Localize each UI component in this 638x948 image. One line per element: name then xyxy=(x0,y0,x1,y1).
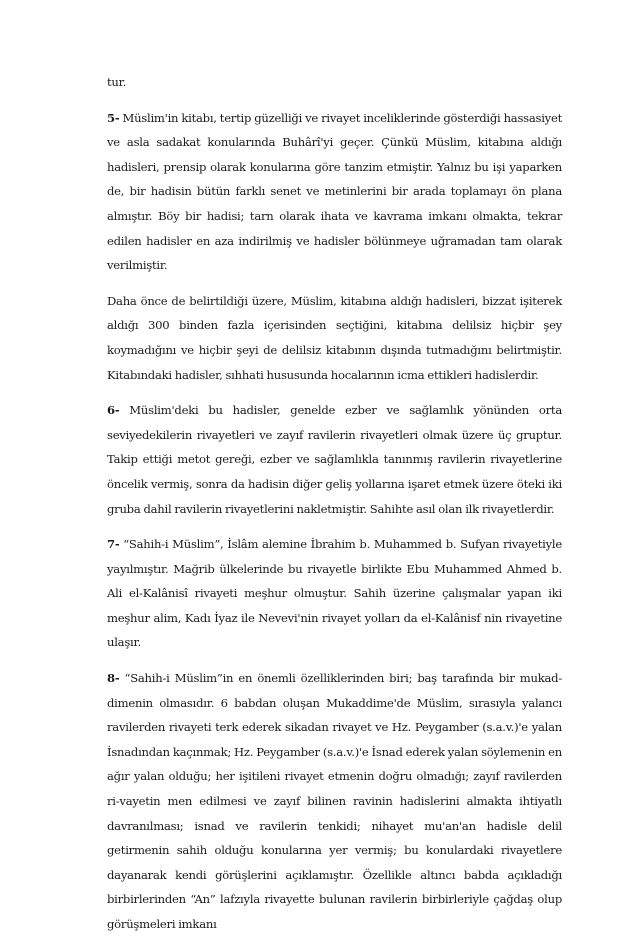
paragraph-5 xyxy=(107,106,562,278)
paragraph-text: “Sahih-i Müslim”, İslâm alemine İbrahim b. Muhammed b. Sufyan rivayetiyle yayılmıştır. Mağrib ülkelerinde bu rivayetle birlikte Ebu Muhammed Ahmed b. Ali el-Kalânisî rivayeti meşhur olmuştur. Sahih üzerine çalışmalar yapan iki meşhur alim, Kadı İyaz ile Nevevi'nin rivayet yolları da el-Kalânisf nin rivayetine ulaşır. xyxy=(107,537,562,650)
paragraph-text: tur. xyxy=(107,75,127,89)
paragraph-8 xyxy=(107,666,562,937)
paragraph-number: 8- xyxy=(107,671,120,686)
paragraph-6 xyxy=(107,398,562,521)
paragraph-number: 5- xyxy=(107,110,120,125)
paragraph-5-continued xyxy=(107,289,562,387)
paragraph-text: Daha önce de belirtildiği üzere, Müslim, kitabına aldığı hadisleri, bizzat işiterek aldığı 300 binden fazla içerisinden seçtiğini, kitabına delilsiz hiçbir şey koymadığını ve hiçbir şeyi de delilsiz kitabının dışında tutmadığını belirtmiştir. Kitabındaki hadisler, sıhhati hususunda hocalarının icma ettikleri hadislerdir. xyxy=(107,293,562,382)
document-page xyxy=(107,70,562,948)
paragraph-7 xyxy=(107,532,562,655)
paragraph-text: “Sahih-i Müslim”in en önemli özelliklerinden biri; baş tarafında bir mukad-dimenin olmasıdır. 6 babdan oluşan Mukaddime'de Müslim, sırasıyla yalancı ravilerden rivayeti terk ederek sikadan rivayet ve Hz. Peygamber (s.a.v.)'e yalan İsnadından kaçınmak; Hz. Peygamber (s.a.v.)'e İsnad ederek yalan söylemenin en ağır yalan olduğu; her işitileni rivayet etmenin doğru olmadığı; zayıf ravilerden ri-vayetin men edilmesi ve zayıf bilinen ravinin hadislerini almakta ihtiyatlı davranılması; isnad ve ravilerin tenkidi; nihayet mu'an'an hadisle delil getirmenin sahih olduğu konularına yer vermiş; bu konulardaki rivayetlere dayanarak kendi görüşlerini açıklamıştır. Özellikle altıncı babda açıkladığı birbirlerinden “An” lafzıyla rivayette bulunan ravilerin birbirleriyle çağdaş olup görüşmeleri imkanı xyxy=(107,671,562,931)
paragraph-number: 7- xyxy=(107,537,120,552)
paragraph-number: 6- xyxy=(107,403,120,418)
paragraph-text: Müslim'in kitabı, tertip güzelliği ve rivayet inceliklerinde gösterdiği hassasiyet ve asla sadakat konularında Buhârî'yi geçer. Çünkü Müslim, kitabına aldığı hadisleri, prensip olarak konularına göre tanzim etmiştir. Yalnız bu işi yaparken de, bir hadisin bütün farklı senet ve metinlerini bir arada toplamayı ön plana almıştır. Böy bir hadisi; tarn olarak ihata ve kavrama imkanı olmakta, tekrar edilen hadisler en aza indirilmiş ve hadisler bölünmeye uğramadan tam olarak verilmiştir. xyxy=(107,110,562,273)
paragraph-text: Müslim'deki bu hadisler, genelde ezber ve sağlamlık yönünden orta seviyedekilerin rivayetleri ve zayıf ravilerin rivayetleri olmak üzere üç gruptur. Takip ettiği metot gereği, ezber ve sağlamlıkla tanınmış ravilerin rivayetlerine öncelik vermiş, sonra da hadisin diğer geliş yollarına işaret etmek üzere öteki iki gruba dahil ravilerin rivayetlerini nakletmiştir. Sahihte asıl olan ilk rivayetlerdir. xyxy=(107,403,562,516)
paragraph-continuation xyxy=(107,70,562,95)
